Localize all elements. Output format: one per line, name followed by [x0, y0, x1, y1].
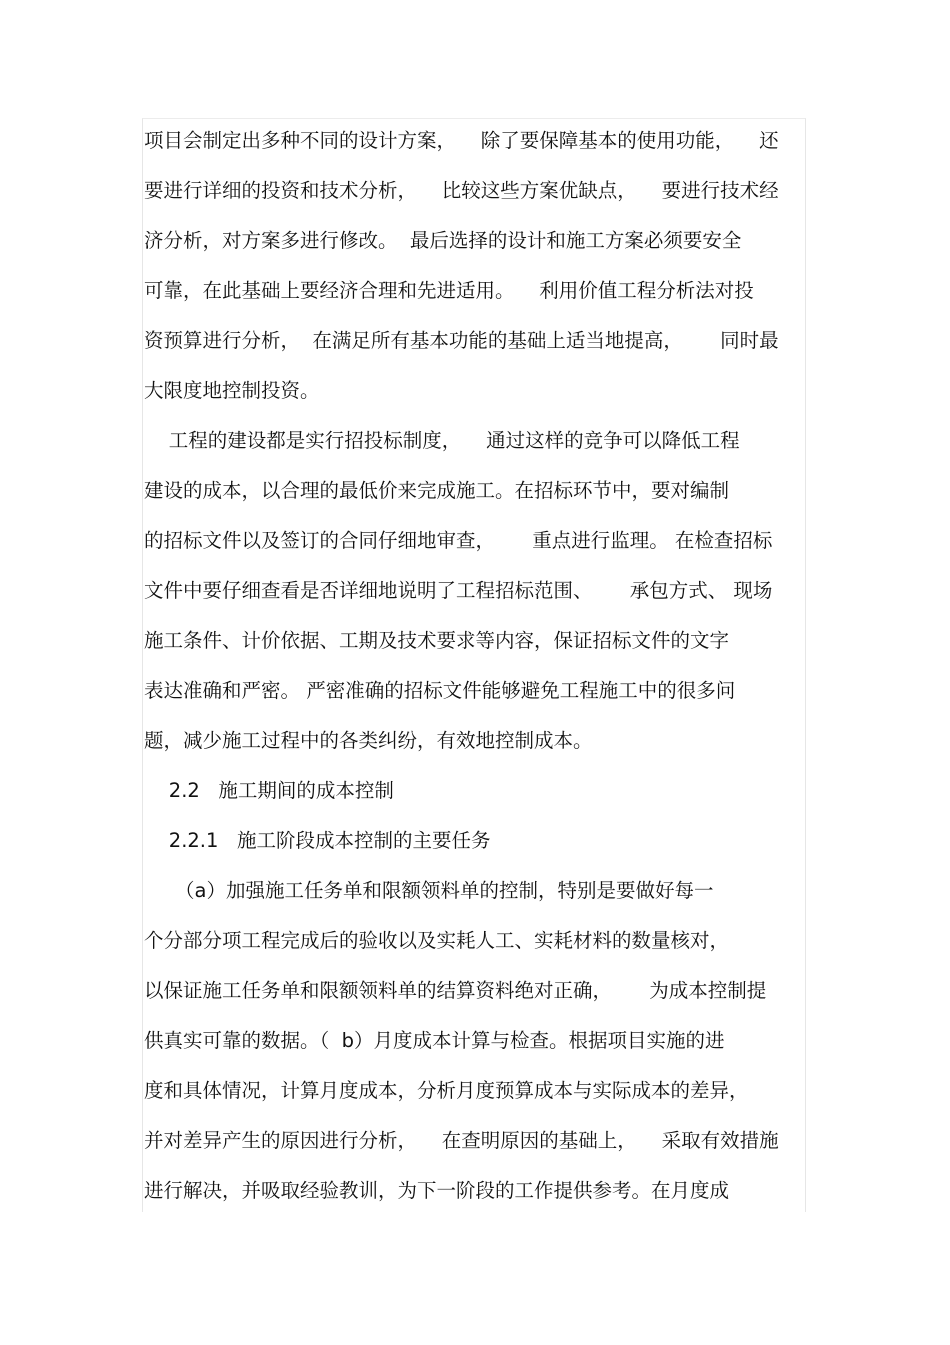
text-line: 施工条件、计价依据、工期及技术要求等内容，保证招标文件的文字 [144, 629, 730, 652]
text-line: 以保证施工任务单和限额领料单的结算资料绝对正确， 为成本控制提 [144, 979, 767, 1002]
text-line: 的招标文件以及签订的合同仔细地审查， 重点进行监理。 在检查招标 [144, 529, 773, 552]
text-line: 济分析，对方案多进行修改。 最后选择的设计和施工方案必须要安全 [144, 229, 742, 252]
text-line: 文件中要仔细查看是否详细地说明了工程招标范围、 承包方式、 现场 [144, 579, 773, 602]
text-line: 度和具体情况，计算月度成本，分析月度预算成本与实际成本的差异， [144, 1079, 749, 1102]
text-line: 个分部分项工程完成后的验收以及实耗人工、实耗材料的数量核对， [144, 929, 730, 952]
text-line: 表达准确和严密。 严密准确的招标文件能够避免工程施工中的很多问 [144, 679, 736, 702]
text-line: 资预算进行分析， 在满足所有基本功能的基础上适当地提高， 同时最 [144, 329, 779, 352]
subsection-heading: 2.2.1 施工阶段成本控制的主要任务 [144, 829, 491, 852]
text-line: 建设的成本，以合理的最低价来完成施工。在招标环节中，要对编制 [144, 479, 730, 502]
section-heading: 2.2 施工期间的成本控制 [144, 779, 394, 802]
text-line: 项目会制定出多种不同的设计方案， 除了要保障基本的使用功能， 还 [144, 129, 779, 152]
text-line: 题，减少施工过程中的各类纠纷，有效地控制成本。 [144, 729, 593, 752]
text-line: （a）加强施工任务单和限额领料单的控制，特别是要做好每一 [144, 879, 714, 902]
text-line: 可靠，在此基础上要经济合理和先进适用。 利用价值工程分析法对投 [144, 279, 754, 302]
text-line: 并对差异产生的原因进行分析， 在查明原因的基础上， 采取有效措施 [144, 1129, 779, 1152]
text-line: 进行解决，并吸取经验教训，为下一阶段的工作提供参考。在月度成 [144, 1179, 730, 1202]
text-line: 要进行详细的投资和技术分析， 比较这些方案优缺点， 要进行技术经 [144, 179, 779, 202]
text-line: 工程的建设都是实行招投标制度， 通过这样的竞争可以降低工程 [144, 429, 740, 452]
text-line: 大限度地控制投资。 [144, 379, 320, 402]
text-line: 供真实可靠的数据。（ b）月度成本计算与检查。根据项目实施的进 [144, 1029, 725, 1052]
